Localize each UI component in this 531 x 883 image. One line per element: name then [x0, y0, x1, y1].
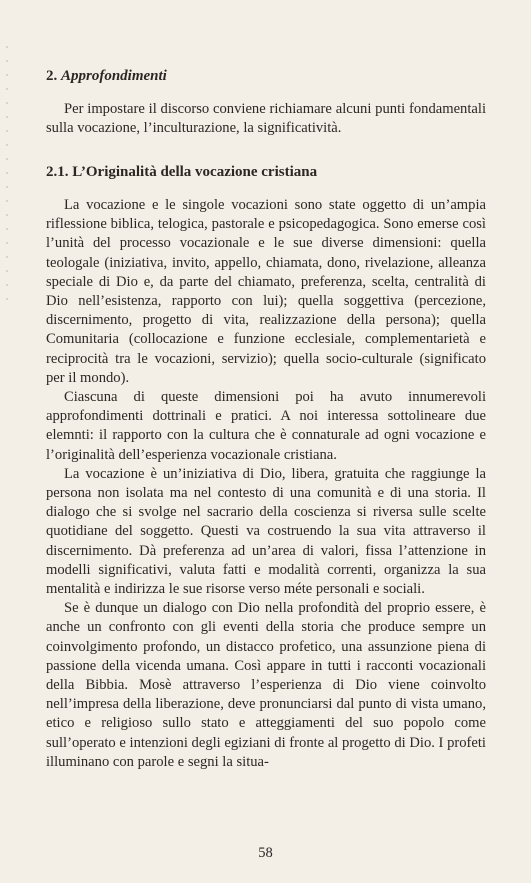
section-title: Approfondimenti [61, 68, 167, 84]
body-text [46, 196, 486, 772]
section-number: 2. [46, 68, 58, 84]
paragraph: Ciascuna di queste dimensioni poi ha avuto innumerevoli approfondimenti dottrinali e pratici. A noi interessa sottolineare due elemnti: il rapporto con la cultura che è connaturale ad ogni vocazione e l’originalità dell’esperienza vocazionale cristiana. [46, 389, 486, 463]
paragraph: La vocazione è un’iniziativa di Dio, libera, gratuita che raggiunge la persona non isolata ma nel contesto di una comunità e di una storia. Il dialogo che si svolge nel sacrario della coscienza si riversa sulle scelte quotidiane del soggetto. Questi va costruendo la sua vita attraverso il discernimento. Dà preferenza ad un’area di valori, fissa l’attenzione in modelli significativi, valuta fatti e modalità correnti, organizza la sua mentalità e indirizza le sue risorse verso méte personali e sociali. [46, 465, 486, 598]
section-heading [46, 68, 167, 85]
page-edge-marks [6, 40, 8, 300]
subsection-heading: 2.1. L’Originalità della vocazione cristiana [46, 164, 318, 180]
intro-paragraph [46, 100, 486, 138]
page-number: 58 [258, 845, 273, 861]
intro-text: Per impostare il discorso conviene richiamare alcuni punti fondamentali sulla vocazione, l’inculturazione, la significatività. [46, 101, 486, 137]
paragraph: La vocazione e le singole vocazioni sono state oggetto di un’ampia riflessione biblica, telogica, pastorale e psicopedagogica. Sono emerse così l’unità del processo vocazionale e le sue diverse dimensioni: quella teologale (iniziativa, invito, appello, chiamata, dono, rivelazione, alleanza speciale di Dio e, da parte del chiamato, preferenza, scelta, centralità di Dio nell’esistenza, rapporto con lui); quella soggettiva (percezione, discernimento, progetto di vita, realizzazione della persona); quella Comunitaria (collocazione e funzione ecclesiale, complementarietà e reciprocità tra le vocazioni, servizio); quella socio-culturale (significato per il mondo). [46, 197, 486, 386]
paragraph: Se è dunque un dialogo con Dio nella profondità del proprio essere, è anche un confronto con gli eventi della storia che produce sempre un coinvolgimento profondo, un distacco profetico, una assunzione piena di passione della vicenda umana. Così appare in tutti i racconti vocazionali della Bibbia. Mosè attraverso l’esperienza di Dio viene coinvolto nell’impresa della liberazione, deve pronunciarsi dal punto di vista umano, etico e religioso sullo stato e atteggiamenti del suo popolo come sull’operato e intenzioni degli egiziani di fronte al progetto di Dio. I profeti illuminano con parole e segni la situa- [46, 600, 486, 770]
